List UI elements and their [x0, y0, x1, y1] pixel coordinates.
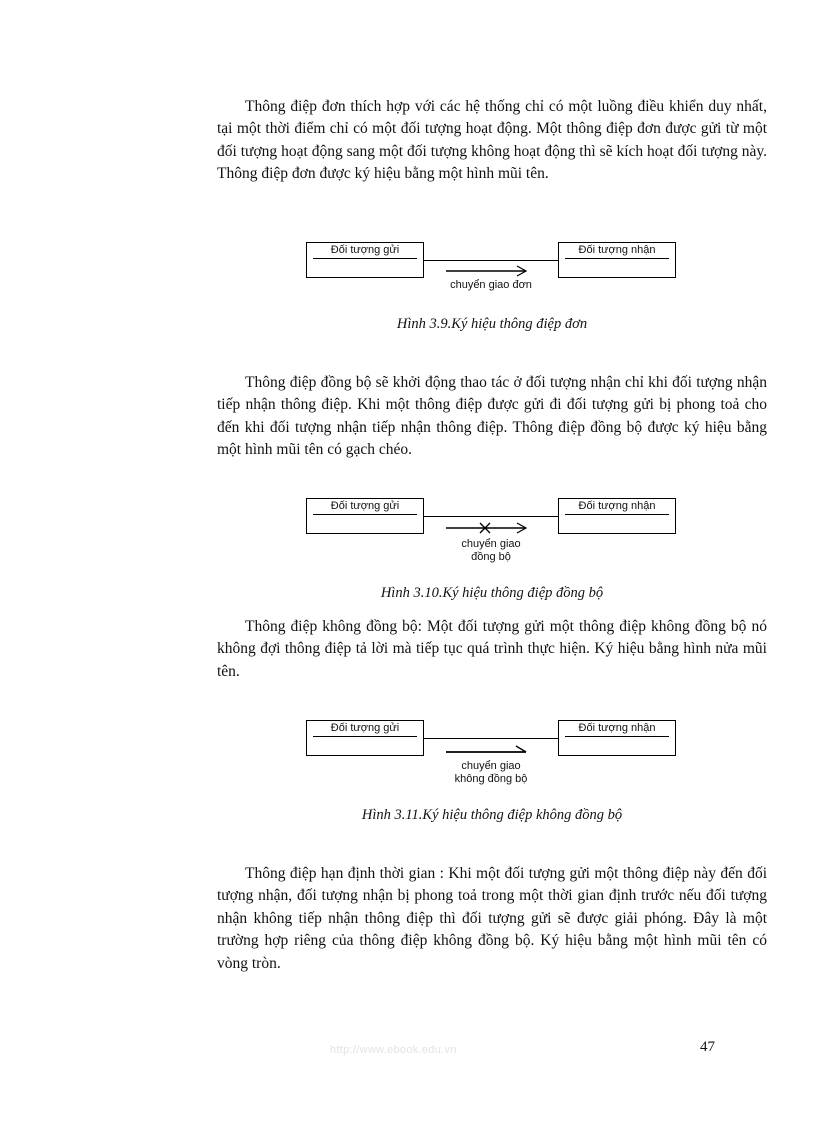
receiver-object-label: Đối tượng nhận [578, 500, 656, 512]
message-label [424, 279, 558, 292]
sender-object-label: Đối tượng gửi [330, 500, 400, 512]
watermark-url: http://www.ebook.edu.vn [330, 1044, 457, 1056]
sender-object-box [306, 498, 424, 534]
paragraph-timed-message: Thông điệp hạn định thời gian : Khi một đối tượng gửi một thông điệp này đến đối tượng nhận, đối tượng nhận bị phong toả trong một thời gian định trước nếu đối tượng nhận không tiếp nhận thông điệp thì đối tượng gửi sẽ được giải phóng. Đây là một trường hợp riêng của thông điệp không đồng bộ. Ký hiệu bằng một hình mũi tên có vòng tròn. [217, 865, 767, 972]
paragraph-synchronous-message: Thông điệp đồng bộ sẽ khởi động thao tác ở đối tượng nhận chỉ khi đối tượng nhận tiếp nhận thông điệp. Khi một thông điệp được gửi đi đối tượng gửi bị phong toả cho đến khi đối tượng nhận tiếp nhận thông điệp. Thông điệp đồng bộ được ký hiệu bằng một hình mũi tên có gạch chéo. [217, 374, 767, 459]
receiver-underline [565, 514, 669, 515]
receiver-object-box [558, 498, 676, 534]
sender-object-box [306, 242, 424, 278]
paragraph-asynchronous-message: Thông điệp không đồng bộ: Một đối tượng gửi một thông điệp không đồng bộ nó không đợi thông điệp tả lời mà tiếp tục quá trình thực hiện. Ký hiệu bằng hình nửa mũi tên. [217, 618, 767, 680]
message-label [424, 538, 558, 564]
paragraph-simple-message: Thông điệp đơn thích hợp với các hệ thống chỉ có một luồng điều khiển duy nhất, tại một thời điểm chỉ có một đối tượng hoạt động. Một thông điệp đơn được gửi từ một đối tượng hoạt động sang một đối tượng không hoạt động thì sẽ kích hoạt đối tượng này. Thông điệp đơn được ký hiệu bằng một hình mũi tên. [217, 98, 767, 183]
page-number: 47 [700, 1039, 715, 1055]
receiver-object-label: Đối tượng nhận [578, 722, 656, 734]
message-label-line2: không đồng bộ [454, 773, 528, 785]
figure-caption-3-9: Hình 3.9.Ký hiệu thông điệp đơn [396, 316, 588, 332]
receiver-object-label: Đối tượng nhận [578, 244, 656, 256]
message-label-line1: chuyển giao [461, 760, 521, 772]
receiver-underline [565, 258, 669, 259]
receiver-underline [565, 736, 669, 737]
simple-arrow-icon [444, 264, 530, 278]
figure-caption-3-11: Hình 3.11.Ký hiệu thông điệp không đồng bộ [361, 807, 623, 823]
sender-underline [313, 514, 417, 515]
message-label-line2: đồng bộ [471, 551, 511, 563]
association-line [424, 260, 558, 261]
sender-underline [313, 258, 417, 259]
sender-object-label: Đối tượng gửi [330, 244, 400, 256]
sender-underline [313, 736, 417, 737]
message-label-line1: chuyển giao đơn [450, 279, 532, 291]
figure-asynchronous-message [306, 720, 678, 790]
sender-object-box [306, 720, 424, 756]
association-line [424, 738, 558, 739]
message-label-line1: chuyển giao [461, 538, 521, 550]
half-arrow-icon [444, 742, 530, 756]
message-label [424, 760, 558, 786]
figure-synchronous-message [306, 498, 678, 570]
figure-caption-3-10: Hình 3.10.Ký hiệu thông điệp đồng bộ [380, 585, 604, 601]
receiver-object-box [558, 242, 676, 278]
receiver-object-box [558, 720, 676, 756]
association-line [424, 516, 558, 517]
figure-simple-message [306, 242, 678, 298]
synchronous-arrow-icon [444, 520, 530, 536]
sender-object-label: Đối tượng gửi [330, 722, 400, 734]
